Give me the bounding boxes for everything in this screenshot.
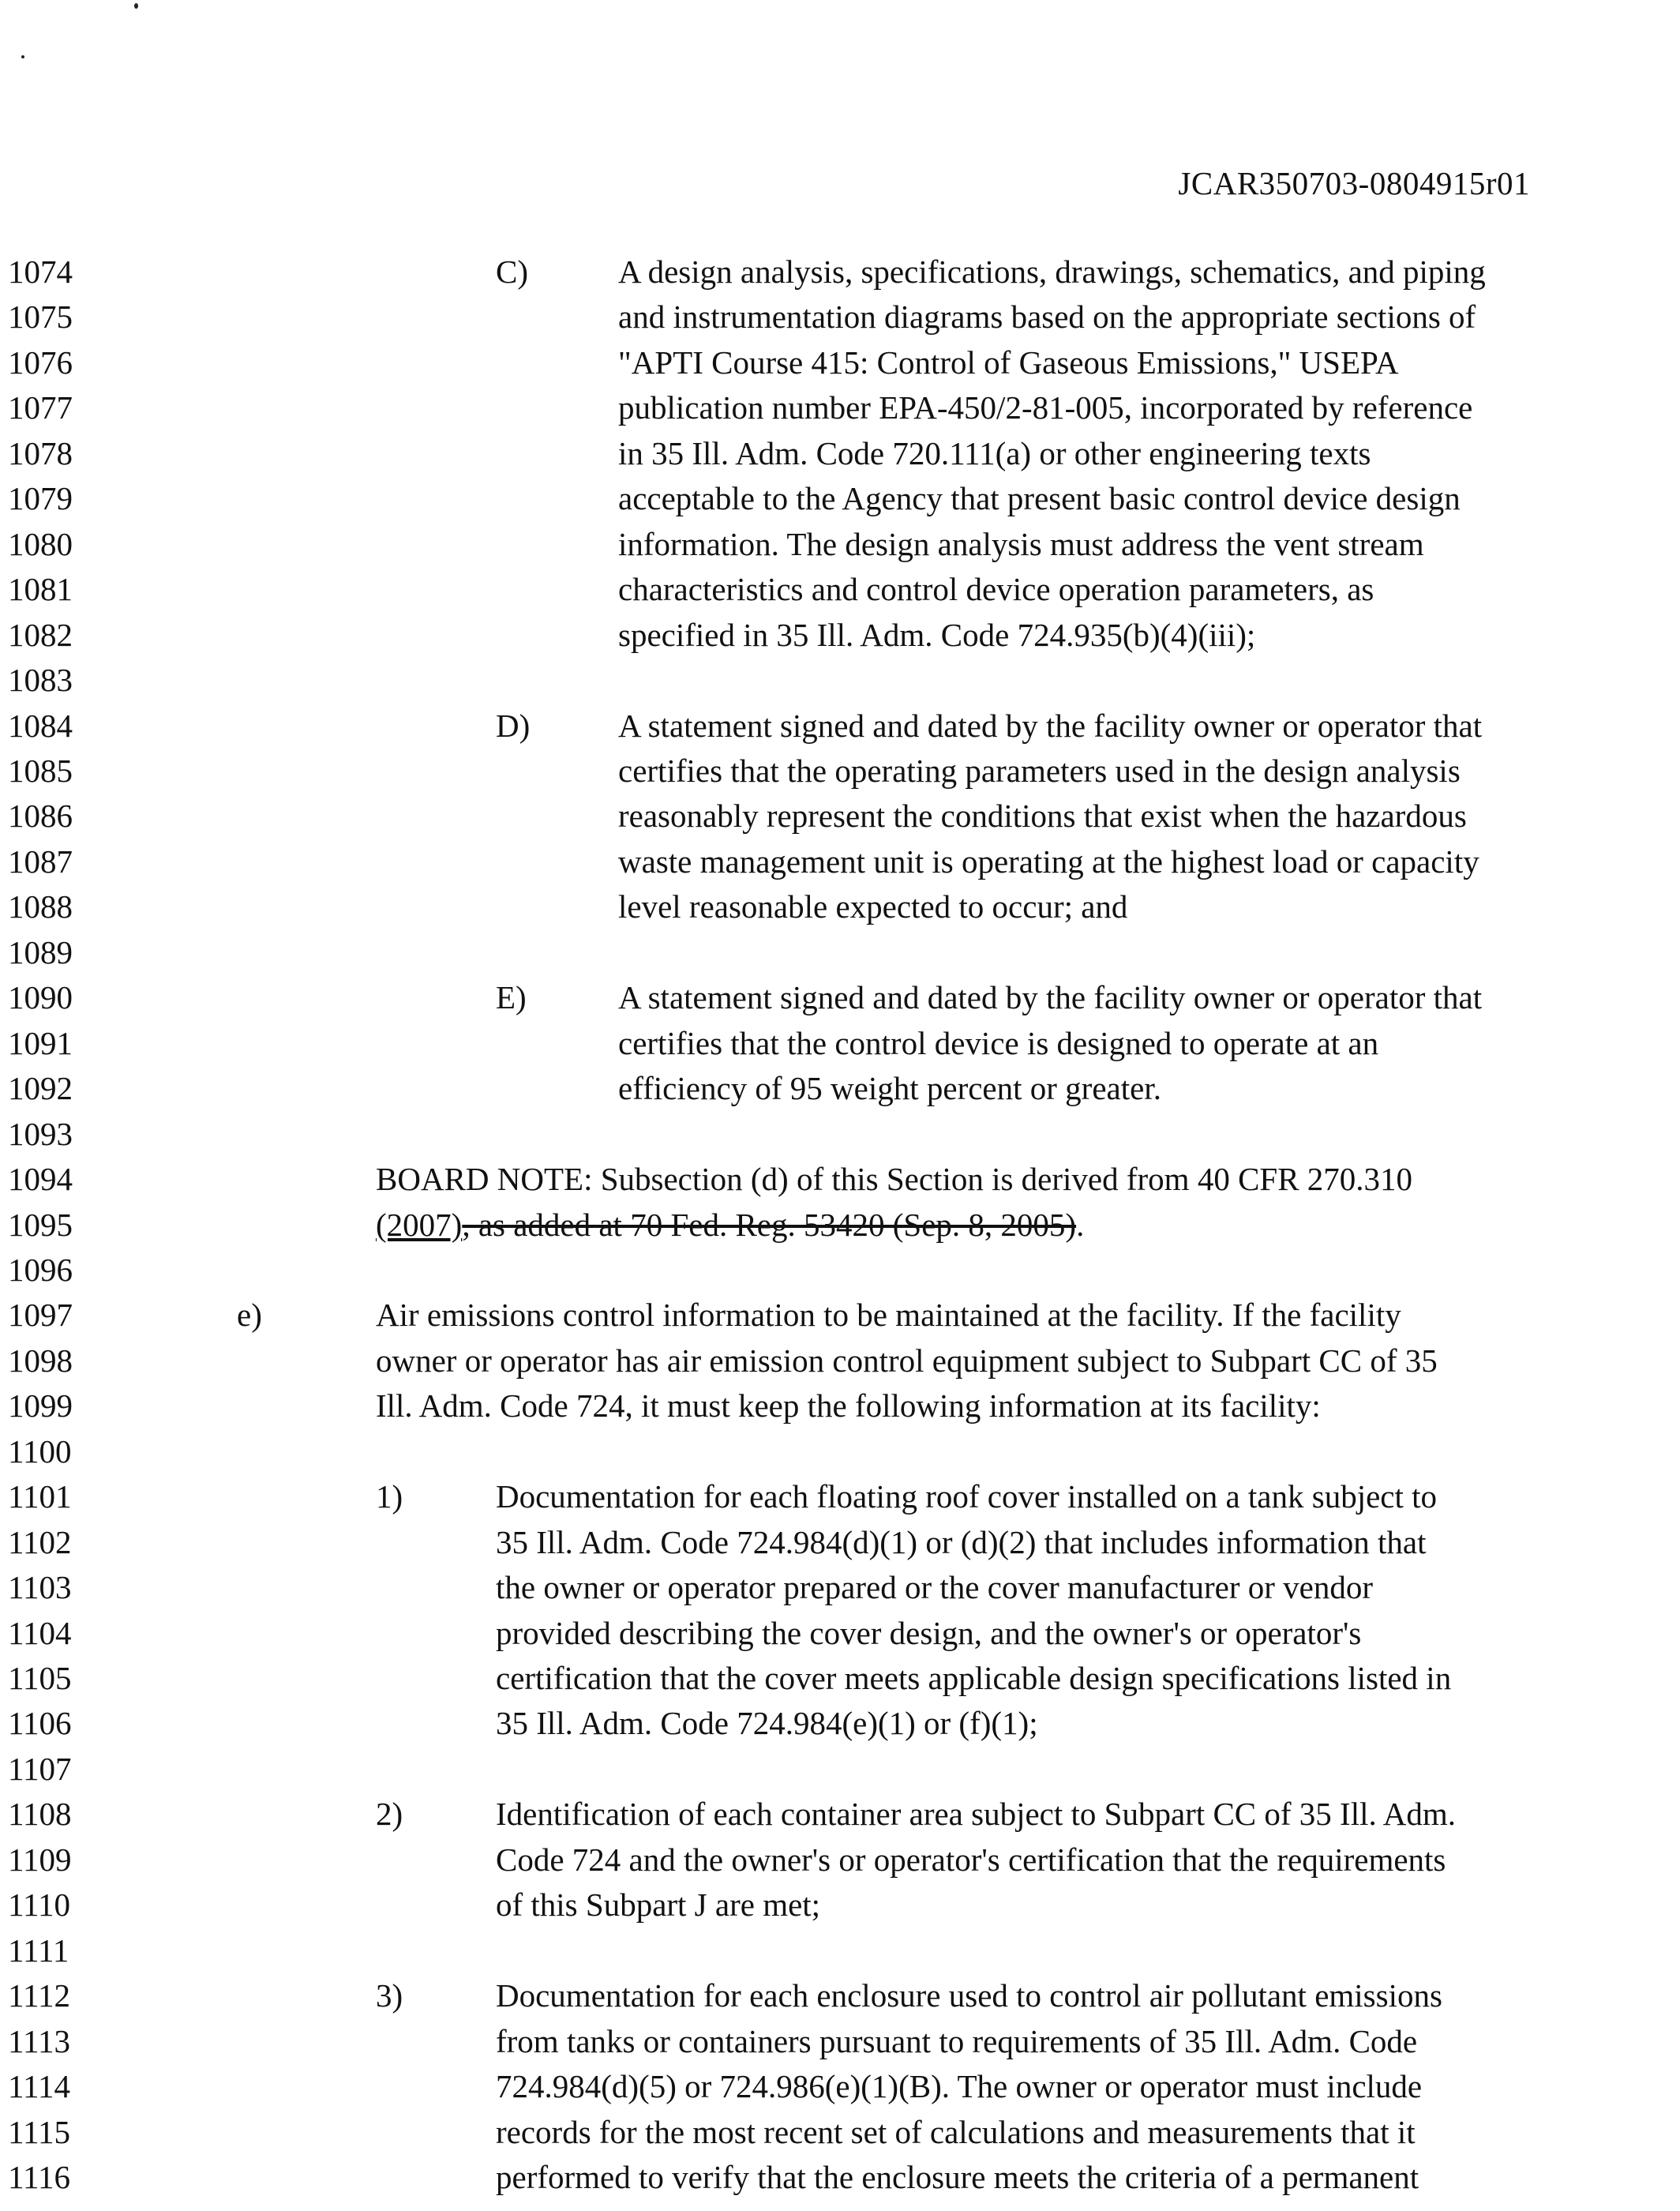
line-number: 1074 bbox=[8, 253, 73, 290]
line-text bbox=[618, 522, 1424, 567]
document-line bbox=[0, 1611, 1680, 1656]
line-text bbox=[376, 1203, 1084, 1248]
line-number: 1092 bbox=[8, 1070, 73, 1107]
text-segment: specified in 35 Ill. Adm. Code 724.935(b)(4)(iii); bbox=[618, 616, 1256, 653]
subsection-label: D) bbox=[496, 707, 531, 744]
line-number: 1103 bbox=[8, 1569, 72, 1606]
line-number: 1099 bbox=[8, 1387, 73, 1425]
document-line bbox=[0, 1203, 1680, 1248]
text-segment: owner or operator has air emission control equipment subject to Subpart CC of 35 bbox=[376, 1342, 1438, 1379]
text-segment: Ill. Adm. Code 724, it must keep the following information at its facility: bbox=[376, 1387, 1321, 1425]
line-number: 1114 bbox=[8, 2068, 70, 2104]
document-line bbox=[0, 1066, 1680, 1111]
subsection-label: 2) bbox=[376, 1796, 403, 1833]
line-number: 1081 bbox=[8, 571, 73, 608]
text-segment: characteristics and control device operation parameters, as bbox=[618, 571, 1374, 608]
document-line bbox=[0, 2019, 1680, 2064]
line-text bbox=[618, 567, 1374, 612]
document-line bbox=[0, 1565, 1680, 1610]
line-number: 1112 bbox=[8, 1977, 70, 2014]
document-line bbox=[0, 1520, 1680, 1565]
line-number: 1084 bbox=[8, 707, 73, 744]
line-text bbox=[496, 1656, 1451, 1701]
text-segment: records for the most recent set of calculations and measurements that it bbox=[496, 2113, 1416, 2150]
document-line bbox=[0, 1837, 1680, 1883]
line-text bbox=[496, 2110, 1416, 2155]
text-segment: Identification of each container area subject to Subpart CC of 35 Ill. Adm. bbox=[496, 1796, 1456, 1833]
subsection-label: E) bbox=[496, 979, 527, 1016]
text-segment: information. The design analysis must address the vent stream bbox=[618, 525, 1424, 562]
line-text bbox=[496, 1701, 1038, 1746]
line-number: 1101 bbox=[8, 1478, 72, 1515]
text-segment: waste management unit is operating at the highest load or capacity bbox=[618, 843, 1479, 880]
text-segment: Code 724 and the owner's or operator's certification that the requirements bbox=[496, 1841, 1446, 1878]
line-number: 1080 bbox=[8, 525, 73, 562]
line-text bbox=[618, 431, 1371, 476]
text-segment: 35 Ill. Adm. Code 724.984(e)(1) or (f)(1); bbox=[496, 1705, 1038, 1742]
text-segment: in 35 Ill. Adm. Code 720.111(a) or other engineering texts bbox=[618, 434, 1371, 471]
line-number: 1105 bbox=[8, 1659, 72, 1696]
text-segment: 724.984(d)(5) or 724.986(e)(1)(B). The owner or operator must include bbox=[496, 2068, 1423, 2104]
text-segment: reasonably represent the conditions that exist when the hazardous bbox=[618, 798, 1467, 835]
line-text bbox=[618, 385, 1472, 430]
document-line bbox=[0, 522, 1680, 567]
document-line bbox=[0, 930, 1680, 975]
text-segment: from tanks or containers pursuant to requirements of 35 Ill. Adm. Code bbox=[496, 2022, 1418, 2059]
text-segment: Documentation for each floating roof cover installed on a tank subject to bbox=[496, 1478, 1438, 1515]
line-number: 1107 bbox=[8, 1750, 72, 1787]
line-text bbox=[496, 1837, 1446, 1883]
line-text bbox=[618, 749, 1461, 794]
line-text bbox=[376, 1157, 1412, 1202]
document-line bbox=[0, 658, 1680, 703]
line-number: 1096 bbox=[8, 1251, 73, 1288]
document-line bbox=[0, 1792, 1680, 1837]
line-number: 1083 bbox=[8, 662, 73, 699]
inserted-text: (2007) bbox=[376, 1206, 463, 1243]
line-number: 1109 bbox=[8, 1841, 72, 1878]
line-text bbox=[618, 1021, 1378, 1066]
document-line bbox=[0, 1157, 1680, 1202]
text-segment: the owner or operator prepared or the cover manufacturer or vendor bbox=[496, 1569, 1374, 1606]
line-number: 1079 bbox=[8, 480, 73, 517]
document-line bbox=[0, 1429, 1680, 1474]
document-line bbox=[0, 295, 1680, 340]
line-text bbox=[376, 1293, 1401, 1338]
line-text bbox=[618, 975, 1482, 1020]
line-text bbox=[496, 1565, 1373, 1610]
line-number: 1085 bbox=[8, 753, 73, 789]
text-segment: certifies that the control device is designed to operate at an bbox=[618, 1024, 1379, 1061]
line-number: 1089 bbox=[8, 933, 73, 970]
subsection-label: e) bbox=[237, 1297, 262, 1334]
subsection-label: C) bbox=[496, 253, 528, 290]
line-number: 1078 bbox=[8, 434, 73, 471]
document-line bbox=[0, 250, 1680, 295]
line-number: 1116 bbox=[8, 2158, 70, 2195]
line-number: 1088 bbox=[8, 888, 73, 925]
document-line bbox=[0, 1701, 1680, 1746]
document-line bbox=[0, 1747, 1680, 1792]
line-text bbox=[496, 2155, 1419, 2200]
scan-speck bbox=[134, 3, 138, 9]
document-line bbox=[0, 340, 1680, 385]
text-segment: A statement signed and dated by the facility owner or operator that bbox=[618, 979, 1483, 1016]
line-number: 1076 bbox=[8, 343, 73, 381]
text-segment: efficiency of 95 weight percent or greater. bbox=[618, 1070, 1161, 1107]
line-number: 1094 bbox=[8, 1161, 73, 1197]
line-text bbox=[496, 1792, 1456, 1837]
line-number: 1086 bbox=[8, 798, 73, 835]
text-segment: of this Subpart J are met; bbox=[496, 1886, 821, 1924]
document-line bbox=[0, 794, 1680, 839]
text-segment: certifies that the operating parameters used in the design analysis bbox=[618, 753, 1461, 789]
line-text bbox=[496, 1883, 820, 1928]
text-segment: publication number EPA-450/2-81-005, incorporated by reference bbox=[618, 389, 1473, 426]
line-text bbox=[496, 2019, 1417, 2064]
line-number: 1104 bbox=[8, 1614, 72, 1651]
line-number: 1108 bbox=[8, 1796, 72, 1833]
document-line bbox=[0, 1112, 1680, 1157]
text-segment: level reasonable expected to occur; and bbox=[618, 888, 1128, 925]
line-number: 1095 bbox=[8, 1206, 73, 1243]
document-line bbox=[0, 1383, 1680, 1428]
text-segment: and instrumentation diagrams based on the appropriate sections of bbox=[618, 298, 1476, 336]
line-text bbox=[618, 1066, 1161, 1111]
document-line bbox=[0, 1338, 1680, 1383]
line-number: 1115 bbox=[8, 2113, 70, 2150]
text-segment: A statement signed and dated by the facility owner or operator that bbox=[618, 707, 1483, 744]
subsection-label: 3) bbox=[376, 1977, 403, 2014]
line-number: 1102 bbox=[8, 1523, 72, 1560]
line-number: 1098 bbox=[8, 1342, 73, 1379]
document-line bbox=[0, 1293, 1680, 1338]
line-text bbox=[618, 613, 1255, 658]
line-number: 1091 bbox=[8, 1024, 73, 1061]
line-number: 1093 bbox=[8, 1115, 73, 1152]
text-segment: provided describing the cover design, and the owner's or operator's bbox=[496, 1614, 1362, 1651]
line-number: 1106 bbox=[8, 1705, 72, 1742]
line-text bbox=[618, 794, 1467, 839]
line-text bbox=[618, 250, 1486, 295]
document-id: JCAR350703-0804915r01 bbox=[1178, 165, 1530, 201]
document-line bbox=[0, 2064, 1680, 2109]
line-number: 1097 bbox=[8, 1297, 73, 1334]
text-segment: performed to verify that the enclosure meets the criteria of a permanent bbox=[496, 2158, 1419, 2195]
text-segment: . bbox=[1076, 1206, 1085, 1243]
document-line bbox=[0, 975, 1680, 1020]
line-text bbox=[618, 476, 1461, 521]
document-line bbox=[0, 749, 1680, 794]
document-line bbox=[0, 1973, 1680, 2018]
text-segment: 35 Ill. Adm. Code 724.984(d)(1) or (d)(2) that includes information that bbox=[496, 1523, 1427, 1560]
text-segment: Air emissions control information to be maintained at the facility. If the facility bbox=[376, 1297, 1401, 1334]
line-text bbox=[496, 1973, 1442, 2018]
line-number: 1111 bbox=[8, 1931, 69, 1969]
line-text bbox=[496, 2064, 1422, 2109]
line-number: 1077 bbox=[8, 389, 73, 426]
line-number: 1110 bbox=[8, 1886, 70, 1924]
line-number: 1082 bbox=[8, 616, 73, 653]
line-text bbox=[496, 1611, 1361, 1656]
line-text bbox=[618, 295, 1476, 340]
document-line bbox=[0, 385, 1680, 430]
line-text bbox=[376, 1338, 1438, 1383]
text-segment: BOARD NOTE: Subsection (d) of this Section is derived from 40 CFR 270.310 bbox=[376, 1161, 1413, 1197]
text-segment: acceptable to the Agency that present basic control device design bbox=[618, 480, 1461, 517]
document-line bbox=[0, 476, 1680, 521]
line-text bbox=[618, 340, 1399, 385]
line-text bbox=[376, 1383, 1321, 1428]
deleted-text: , as added at 70 Fed. Reg. 53420 (Sep. 8, 2005) bbox=[462, 1206, 1077, 1243]
document-line bbox=[0, 431, 1680, 476]
line-text bbox=[618, 884, 1127, 929]
document-line bbox=[0, 567, 1680, 612]
document-line bbox=[0, 1474, 1680, 1519]
line-number: 1087 bbox=[8, 843, 73, 880]
scan-speck bbox=[21, 55, 24, 58]
text-segment: A design analysis, specifications, drawings, schematics, and piping bbox=[618, 253, 1486, 290]
document-line bbox=[0, 2110, 1680, 2155]
line-number: 1075 bbox=[8, 298, 73, 336]
line-number: 1090 bbox=[8, 979, 73, 1016]
document-line bbox=[0, 884, 1680, 929]
document-line bbox=[0, 1021, 1680, 1066]
text-segment: Documentation for each enclosure used to control air pollutant emissions bbox=[496, 1977, 1442, 2014]
document-line bbox=[0, 839, 1680, 884]
document-line bbox=[0, 1928, 1680, 1973]
document-line bbox=[0, 2155, 1680, 2200]
subsection-label: 1) bbox=[376, 1478, 403, 1515]
text-segment: certification that the cover meets applicable design specifications listed in bbox=[496, 1659, 1452, 1696]
line-text bbox=[496, 1520, 1427, 1565]
line-number: 1100 bbox=[8, 1432, 72, 1470]
document-line bbox=[0, 1248, 1680, 1293]
document-line bbox=[0, 1656, 1680, 1701]
document-line bbox=[0, 1883, 1680, 1928]
line-number: 1113 bbox=[8, 2022, 70, 2059]
document-line bbox=[0, 704, 1680, 749]
text-segment: "APTI Course 415: Control of Gaseous Emissions," USEPA bbox=[618, 343, 1399, 381]
document-line bbox=[0, 613, 1680, 658]
line-text bbox=[496, 1474, 1437, 1519]
line-text bbox=[618, 839, 1479, 884]
line-text bbox=[618, 704, 1482, 749]
